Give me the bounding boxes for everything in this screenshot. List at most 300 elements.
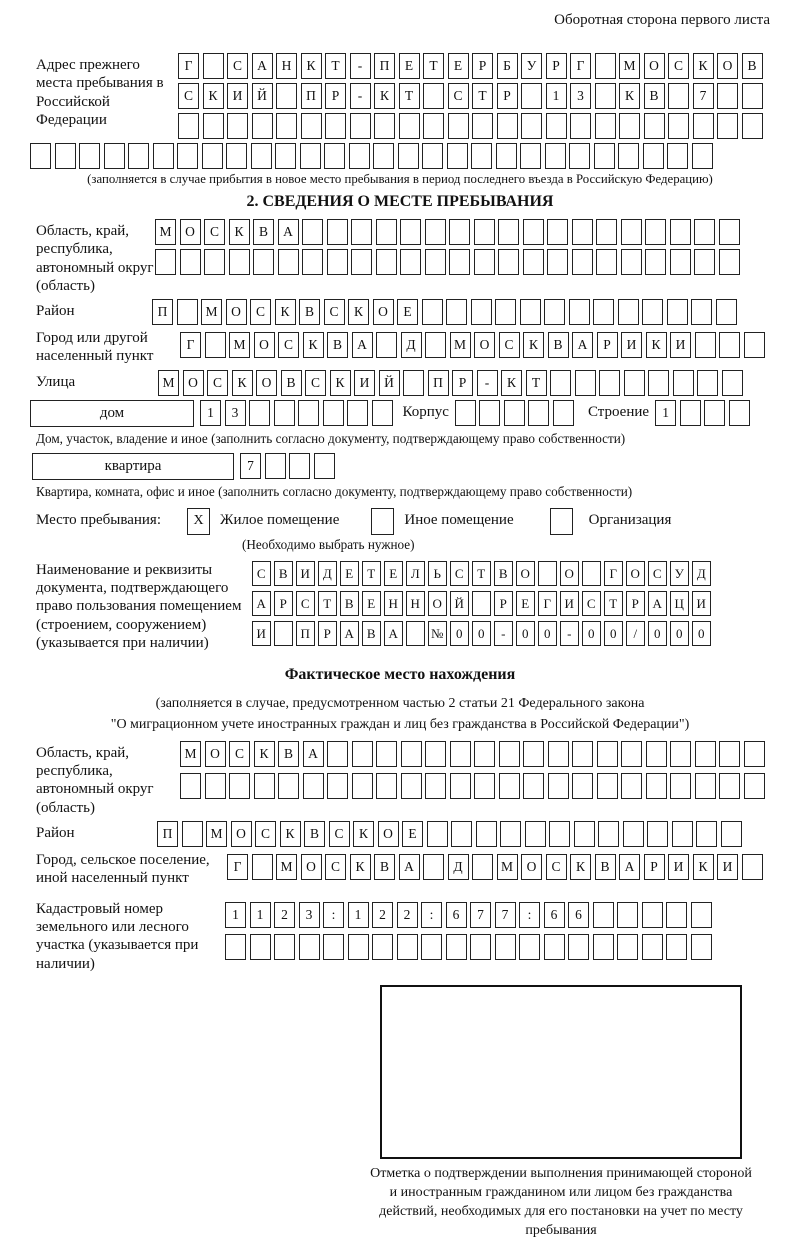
char-box[interactable] [400, 219, 421, 245]
checkbox-inoe[interactable] [371, 508, 394, 535]
char-box[interactable]: Р [472, 53, 493, 79]
char-box[interactable] [352, 741, 373, 767]
char-box[interactable] [646, 741, 667, 767]
char-box[interactable] [716, 299, 737, 325]
char-box[interactable]: С [648, 561, 667, 586]
char-box[interactable] [572, 741, 593, 767]
char-box[interactable] [423, 113, 444, 139]
char-box[interactable] [447, 143, 468, 169]
char-box[interactable] [544, 934, 565, 960]
char-box[interactable] [719, 219, 740, 245]
char-box[interactable]: Т [325, 53, 346, 79]
char-box[interactable] [666, 934, 687, 960]
char-box[interactable] [617, 902, 638, 928]
char-box[interactable] [401, 773, 422, 799]
char-box[interactable] [401, 741, 422, 767]
char-box[interactable]: С [250, 299, 271, 325]
char-box[interactable] [30, 143, 51, 169]
char-box[interactable]: 0 [472, 621, 491, 646]
char-box[interactable]: С [305, 370, 326, 396]
char-box[interactable]: 0 [538, 621, 557, 646]
char-box[interactable] [349, 143, 370, 169]
char-box[interactable]: Г [570, 53, 591, 79]
char-box[interactable] [544, 299, 565, 325]
char-box[interactable]: 7 [495, 902, 516, 928]
char-box[interactable]: 6 [568, 902, 589, 928]
char-box[interactable]: О [644, 53, 665, 79]
char-box[interactable] [274, 621, 293, 646]
char-box[interactable] [523, 249, 544, 275]
char-box[interactable] [719, 741, 740, 767]
char-box[interactable] [79, 143, 100, 169]
char-box[interactable] [618, 143, 639, 169]
char-box[interactable] [425, 219, 446, 245]
char-box[interactable]: И [354, 370, 375, 396]
char-box[interactable] [448, 113, 469, 139]
char-box[interactable]: 0 [604, 621, 623, 646]
char-box[interactable]: Г [227, 854, 248, 880]
char-box[interactable] [400, 249, 421, 275]
char-box[interactable] [451, 821, 472, 847]
char-box[interactable]: В [327, 332, 348, 358]
char-box[interactable]: 3 [570, 83, 591, 109]
char-box[interactable]: В [304, 821, 325, 847]
char-box[interactable] [593, 934, 614, 960]
char-box[interactable]: Р [546, 53, 567, 79]
char-box[interactable]: Д [448, 854, 469, 880]
char-box[interactable] [582, 561, 601, 586]
char-box[interactable]: К [229, 219, 250, 245]
char-box[interactable] [619, 113, 640, 139]
char-box[interactable] [423, 854, 444, 880]
char-box[interactable]: Й [252, 83, 273, 109]
char-box[interactable] [523, 741, 544, 767]
char-box[interactable]: Т [526, 370, 547, 396]
char-box[interactable] [680, 400, 701, 426]
char-box[interactable] [648, 370, 669, 396]
char-box[interactable]: П [152, 299, 173, 325]
char-box[interactable] [742, 854, 763, 880]
char-box[interactable] [422, 299, 443, 325]
char-box[interactable] [744, 741, 765, 767]
char-box[interactable]: О [205, 741, 226, 767]
char-box[interactable] [376, 332, 397, 358]
char-box[interactable]: В [299, 299, 320, 325]
char-box[interactable]: С [278, 332, 299, 358]
char-box[interactable]: 6 [544, 902, 565, 928]
char-box[interactable] [205, 773, 226, 799]
char-box[interactable] [569, 143, 590, 169]
char-box[interactable] [180, 773, 201, 799]
char-box[interactable]: Е [340, 561, 359, 586]
char-box[interactable] [450, 741, 471, 767]
char-box[interactable] [670, 741, 691, 767]
char-box[interactable]: М [180, 741, 201, 767]
char-box[interactable] [717, 83, 738, 109]
char-box[interactable]: Р [494, 591, 513, 616]
char-box[interactable] [621, 741, 642, 767]
char-box[interactable]: С [178, 83, 199, 109]
char-box[interactable] [229, 773, 250, 799]
char-box[interactable]: К [350, 854, 371, 880]
char-box[interactable] [642, 934, 663, 960]
char-box[interactable] [498, 249, 519, 275]
char-box[interactable]: А [384, 621, 403, 646]
char-box[interactable] [203, 53, 224, 79]
char-box[interactable] [474, 773, 495, 799]
char-box[interactable] [621, 219, 642, 245]
char-box[interactable] [691, 299, 712, 325]
char-box[interactable] [670, 219, 691, 245]
char-box[interactable]: - [350, 83, 371, 109]
char-box[interactable] [274, 400, 295, 426]
char-box[interactable] [667, 299, 688, 325]
char-box[interactable] [474, 219, 495, 245]
char-box[interactable]: В [278, 741, 299, 767]
char-box[interactable] [421, 934, 442, 960]
char-box[interactable]: К [254, 741, 275, 767]
char-box[interactable]: С [450, 561, 469, 586]
char-box[interactable] [314, 453, 335, 479]
char-box[interactable] [621, 773, 642, 799]
char-box[interactable]: 1 [200, 400, 221, 426]
char-box[interactable]: М [229, 332, 250, 358]
char-box[interactable]: К [374, 83, 395, 109]
char-box[interactable] [252, 854, 273, 880]
char-box[interactable]: Е [384, 561, 403, 586]
char-box[interactable]: 1 [225, 902, 246, 928]
char-box[interactable]: А [278, 219, 299, 245]
char-box[interactable]: А [648, 591, 667, 616]
char-box[interactable]: Е [399, 53, 420, 79]
char-box[interactable]: М [158, 370, 179, 396]
char-box[interactable]: С [668, 53, 689, 79]
char-box[interactable]: П [157, 821, 178, 847]
char-box[interactable] [695, 773, 716, 799]
char-box[interactable]: М [206, 821, 227, 847]
char-box[interactable] [646, 773, 667, 799]
char-box[interactable]: О [256, 370, 277, 396]
char-box[interactable]: И [252, 621, 271, 646]
char-box[interactable] [742, 83, 763, 109]
char-box[interactable]: Т [604, 591, 623, 616]
char-box[interactable] [691, 934, 712, 960]
char-box[interactable] [425, 332, 446, 358]
char-box[interactable] [348, 934, 369, 960]
char-box[interactable]: Т [472, 83, 493, 109]
char-box[interactable] [596, 249, 617, 275]
char-box[interactable]: Е [402, 821, 423, 847]
char-box[interactable]: 6 [446, 902, 467, 928]
char-box[interactable] [574, 821, 595, 847]
char-box[interactable] [595, 53, 616, 79]
char-box[interactable] [352, 773, 373, 799]
char-box[interactable] [523, 219, 544, 245]
char-box[interactable] [399, 113, 420, 139]
char-box[interactable] [497, 113, 518, 139]
char-box[interactable] [249, 400, 270, 426]
char-box[interactable] [546, 113, 567, 139]
char-box[interactable] [617, 934, 638, 960]
char-box[interactable]: В [281, 370, 302, 396]
char-box[interactable]: В [644, 83, 665, 109]
char-box[interactable] [538, 561, 557, 586]
char-box[interactable] [521, 113, 542, 139]
char-box[interactable]: М [201, 299, 222, 325]
char-box[interactable] [376, 219, 397, 245]
char-box[interactable]: А [399, 854, 420, 880]
char-box[interactable]: А [572, 332, 593, 358]
char-box[interactable]: И [668, 854, 689, 880]
char-box[interactable] [569, 299, 590, 325]
char-box[interactable] [397, 934, 418, 960]
char-box[interactable] [694, 249, 715, 275]
char-box[interactable]: А [303, 741, 324, 767]
char-box[interactable]: П [428, 370, 449, 396]
char-box[interactable]: Р [274, 591, 293, 616]
char-box[interactable]: А [252, 53, 273, 79]
char-box[interactable] [717, 113, 738, 139]
char-box[interactable] [596, 219, 617, 245]
char-box[interactable] [523, 773, 544, 799]
char-box[interactable] [182, 821, 203, 847]
char-box[interactable]: О [626, 561, 645, 586]
char-box[interactable]: К [232, 370, 253, 396]
char-box[interactable] [155, 249, 176, 275]
char-box[interactable] [325, 113, 346, 139]
char-box[interactable]: 2 [372, 902, 393, 928]
char-box[interactable]: И [560, 591, 579, 616]
char-box[interactable]: С [255, 821, 276, 847]
char-box[interactable]: Г [538, 591, 557, 616]
char-box[interactable] [642, 902, 663, 928]
char-box[interactable] [376, 249, 397, 275]
char-box[interactable]: К [275, 299, 296, 325]
char-box[interactable]: В [374, 854, 395, 880]
char-box[interactable]: И [670, 332, 691, 358]
char-box[interactable] [251, 143, 272, 169]
char-box[interactable]: 3 [225, 400, 246, 426]
char-box[interactable] [500, 821, 521, 847]
char-box[interactable] [744, 332, 765, 358]
char-box[interactable]: К [203, 83, 224, 109]
char-box[interactable]: О [180, 219, 201, 245]
char-box[interactable]: И [692, 591, 711, 616]
char-box[interactable] [299, 934, 320, 960]
char-box[interactable]: : [519, 902, 540, 928]
char-box[interactable] [351, 219, 372, 245]
char-box[interactable] [274, 934, 295, 960]
char-box[interactable] [177, 143, 198, 169]
char-box[interactable] [423, 83, 444, 109]
char-box[interactable] [645, 249, 666, 275]
char-box[interactable] [289, 453, 310, 479]
char-box[interactable] [376, 741, 397, 767]
char-box[interactable] [547, 219, 568, 245]
char-box[interactable] [672, 821, 693, 847]
char-box[interactable] [324, 143, 345, 169]
char-box[interactable] [474, 741, 495, 767]
char-box[interactable] [496, 143, 517, 169]
char-box[interactable]: О [183, 370, 204, 396]
char-box[interactable] [55, 143, 76, 169]
char-box[interactable] [528, 400, 549, 426]
char-box[interactable] [644, 113, 665, 139]
char-box[interactable] [719, 249, 740, 275]
char-box[interactable] [599, 370, 620, 396]
char-box[interactable] [597, 741, 618, 767]
char-box[interactable] [425, 741, 446, 767]
char-box[interactable] [520, 299, 541, 325]
char-box[interactable] [376, 773, 397, 799]
char-box[interactable]: А [252, 591, 271, 616]
char-box[interactable] [572, 219, 593, 245]
char-box[interactable] [521, 83, 542, 109]
char-box[interactable]: Т [399, 83, 420, 109]
char-box[interactable]: Б [497, 53, 518, 79]
char-box[interactable] [323, 934, 344, 960]
char-box[interactable]: 0 [516, 621, 535, 646]
char-box[interactable]: К [303, 332, 324, 358]
char-box[interactable]: Е [448, 53, 469, 79]
char-box[interactable] [647, 821, 668, 847]
char-box[interactable]: Т [472, 561, 491, 586]
char-box[interactable] [670, 249, 691, 275]
char-box[interactable] [298, 400, 319, 426]
char-box[interactable]: Д [692, 561, 711, 586]
char-box[interactable]: Г [604, 561, 623, 586]
char-box[interactable]: М [155, 219, 176, 245]
char-box[interactable] [449, 249, 470, 275]
char-box[interactable] [427, 821, 448, 847]
char-box[interactable] [520, 143, 541, 169]
char-box[interactable] [549, 821, 570, 847]
char-box[interactable]: Е [362, 591, 381, 616]
char-box[interactable] [265, 453, 286, 479]
char-box[interactable]: О [474, 332, 495, 358]
char-box[interactable] [422, 143, 443, 169]
char-box[interactable]: № [428, 621, 447, 646]
char-box[interactable] [446, 934, 467, 960]
char-box[interactable]: М [450, 332, 471, 358]
char-box[interactable] [668, 113, 689, 139]
char-box[interactable] [624, 370, 645, 396]
char-box[interactable]: С [325, 854, 346, 880]
char-box[interactable] [593, 299, 614, 325]
char-box[interactable] [178, 113, 199, 139]
char-box[interactable] [303, 773, 324, 799]
char-box[interactable] [691, 902, 712, 928]
char-box[interactable]: О [378, 821, 399, 847]
char-box[interactable]: В [274, 561, 293, 586]
char-box[interactable]: Н [276, 53, 297, 79]
char-box[interactable]: Н [406, 591, 425, 616]
char-box[interactable] [643, 143, 664, 169]
char-box[interactable]: Д [401, 332, 422, 358]
char-box[interactable]: М [276, 854, 297, 880]
char-box[interactable] [177, 299, 198, 325]
char-box[interactable] [696, 821, 717, 847]
char-box[interactable] [278, 249, 299, 275]
char-box[interactable] [128, 143, 149, 169]
char-box[interactable] [204, 249, 225, 275]
char-box[interactable] [374, 113, 395, 139]
char-box[interactable] [302, 249, 323, 275]
char-box[interactable] [229, 249, 250, 275]
char-box[interactable]: Т [423, 53, 444, 79]
char-box[interactable]: Ц [670, 591, 689, 616]
char-box[interactable] [550, 370, 571, 396]
char-box[interactable] [572, 773, 593, 799]
char-box[interactable]: 1 [348, 902, 369, 928]
char-box[interactable]: К [348, 299, 369, 325]
char-box[interactable]: А [352, 332, 373, 358]
char-box[interactable]: К [353, 821, 374, 847]
char-box[interactable]: 2 [274, 902, 295, 928]
char-box[interactable] [545, 143, 566, 169]
char-box[interactable]: К [280, 821, 301, 847]
char-box[interactable] [472, 113, 493, 139]
char-box[interactable]: И [296, 561, 315, 586]
char-box[interactable]: О [373, 299, 394, 325]
char-box[interactable]: Т [362, 561, 381, 586]
char-box[interactable] [498, 219, 519, 245]
char-box[interactable]: Т [318, 591, 337, 616]
char-box[interactable] [202, 143, 223, 169]
char-box[interactable]: М [497, 854, 518, 880]
char-box[interactable] [495, 934, 516, 960]
checkbox-organizatsiya[interactable] [550, 508, 573, 535]
char-box[interactable] [642, 299, 663, 325]
char-box[interactable] [203, 113, 224, 139]
char-box[interactable] [327, 741, 348, 767]
char-box[interactable] [595, 113, 616, 139]
char-box[interactable] [226, 143, 247, 169]
char-box[interactable]: В [253, 219, 274, 245]
char-box[interactable]: С [448, 83, 469, 109]
char-box[interactable]: С [582, 591, 601, 616]
char-box[interactable] [276, 83, 297, 109]
char-box[interactable] [618, 299, 639, 325]
char-box[interactable] [572, 249, 593, 275]
char-box[interactable] [347, 400, 368, 426]
char-box[interactable] [278, 773, 299, 799]
char-box[interactable] [594, 143, 615, 169]
char-box[interactable] [693, 113, 714, 139]
char-box[interactable] [275, 143, 296, 169]
char-box[interactable] [595, 83, 616, 109]
char-box[interactable] [721, 821, 742, 847]
char-box[interactable] [398, 143, 419, 169]
char-box[interactable]: О [516, 561, 535, 586]
char-box[interactable] [673, 370, 694, 396]
char-box[interactable]: С [204, 219, 225, 245]
char-box[interactable] [694, 219, 715, 245]
char-box[interactable]: С [207, 370, 228, 396]
char-box[interactable] [302, 219, 323, 245]
char-box[interactable]: Н [384, 591, 403, 616]
char-box[interactable] [455, 400, 476, 426]
checkbox-zhiloe[interactable]: X [187, 508, 210, 535]
char-box[interactable] [227, 113, 248, 139]
char-box[interactable] [406, 621, 425, 646]
char-box[interactable]: / [626, 621, 645, 646]
char-box[interactable] [670, 773, 691, 799]
char-box[interactable] [695, 741, 716, 767]
char-box[interactable] [472, 591, 491, 616]
char-box[interactable]: А [619, 854, 640, 880]
char-box[interactable]: О [717, 53, 738, 79]
